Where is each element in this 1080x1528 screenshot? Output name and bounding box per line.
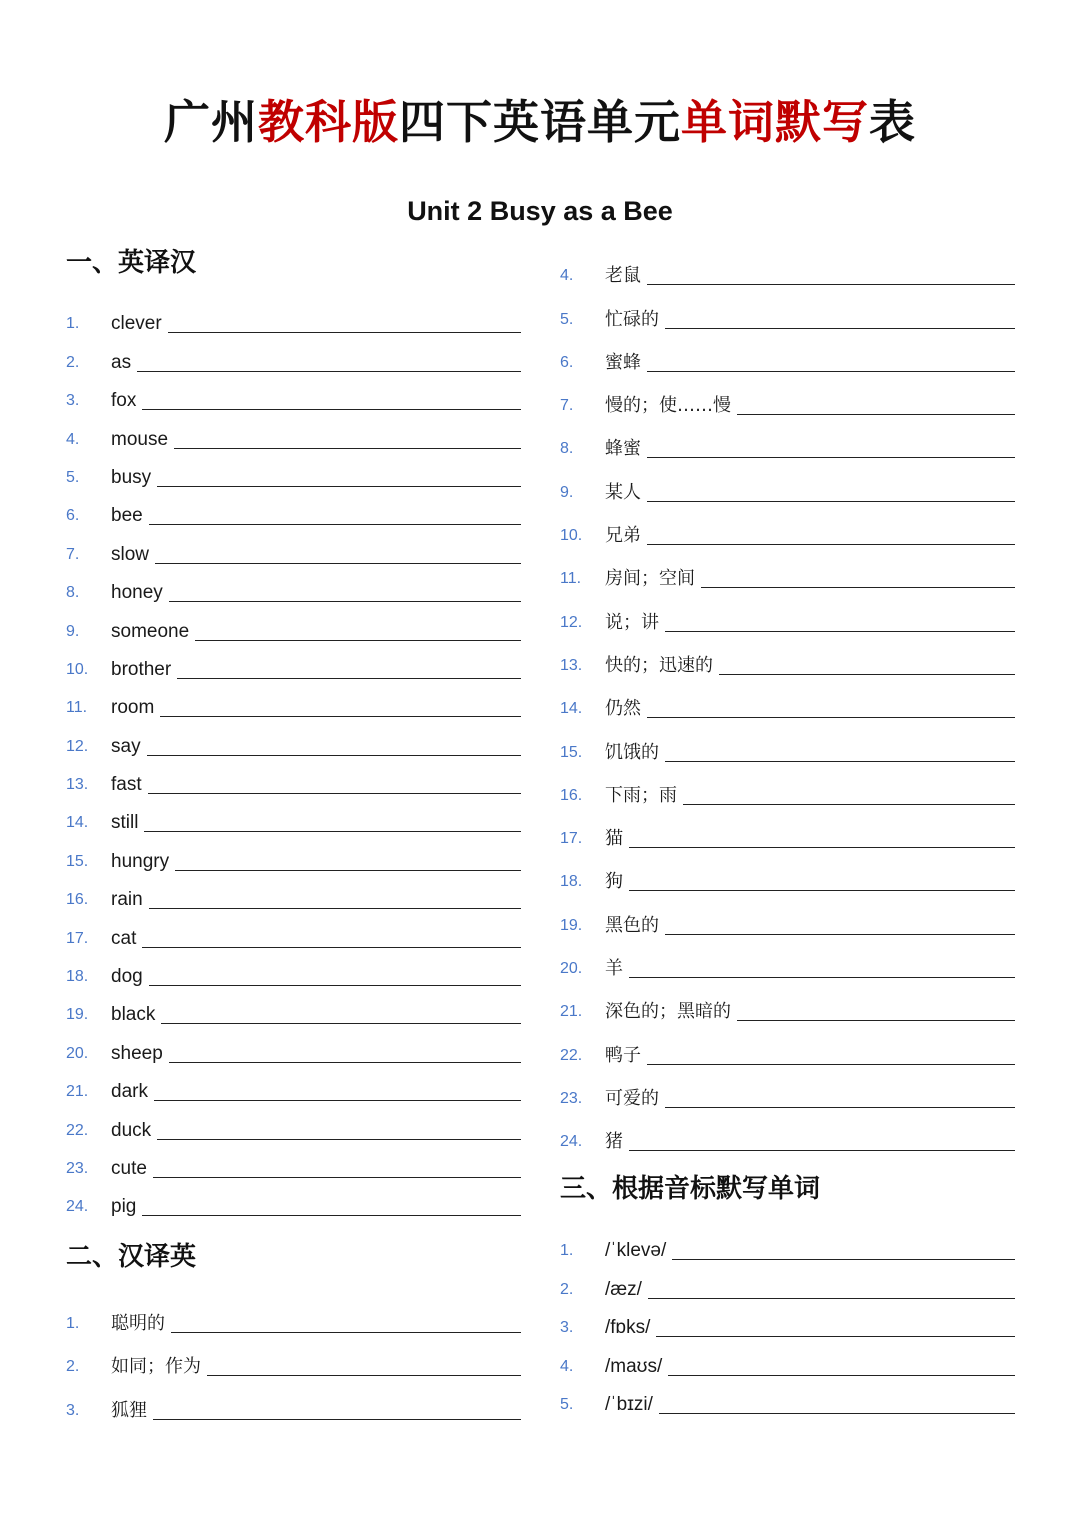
answer-blank[interactable] <box>629 889 1015 891</box>
item-number: 20. <box>66 1044 89 1062</box>
item-word: 饥饿的 <box>605 741 659 763</box>
item-word: someone <box>111 620 190 642</box>
list-item <box>560 808 1015 851</box>
item-word: as <box>111 351 132 373</box>
list-item <box>66 336 521 374</box>
list-item <box>560 1024 1015 1067</box>
item-number: 2. <box>560 1280 574 1298</box>
answer-blank[interactable] <box>174 447 521 449</box>
answer-blank[interactable] <box>161 1022 521 1024</box>
item-word: cat <box>111 927 137 949</box>
list-item <box>560 678 1015 721</box>
item-number: 21. <box>560 1003 583 1021</box>
item-number: 5. <box>560 310 574 328</box>
item-word: honey <box>111 582 163 604</box>
list-item <box>560 505 1015 548</box>
answer-blank[interactable] <box>647 716 1015 718</box>
list-item <box>560 938 1015 981</box>
answer-blank[interactable] <box>659 1412 1015 1414</box>
answer-blank[interactable] <box>701 586 1015 588</box>
item-word: 如同；作为 <box>111 1356 201 1378</box>
item-number: 12. <box>66 737 89 755</box>
item-word: hungry <box>111 850 170 872</box>
answer-blank[interactable] <box>142 408 521 410</box>
item-number: 4. <box>66 430 80 448</box>
cn-to-en-list <box>66 1293 521 1423</box>
list-item <box>560 981 1015 1024</box>
list-item <box>66 1181 521 1219</box>
item-number: 7. <box>560 397 574 415</box>
item-word: dark <box>111 1081 148 1103</box>
list-item <box>560 548 1015 591</box>
answer-blank[interactable] <box>665 630 1015 632</box>
answer-blank[interactable] <box>648 1297 1015 1299</box>
item-number: 15. <box>66 852 89 870</box>
item-word: 房间；空间 <box>605 568 695 590</box>
item-word: duck <box>111 1119 152 1141</box>
answer-blank[interactable] <box>665 327 1015 329</box>
item-word: 快的；迅速的 <box>605 654 713 676</box>
item-word: room <box>111 697 155 719</box>
answer-blank[interactable] <box>149 984 521 986</box>
item-word: 仍然 <box>605 698 641 720</box>
answer-blank[interactable] <box>144 830 521 832</box>
item-word: /ˈbɪzi/ <box>605 1393 653 1415</box>
answer-blank[interactable] <box>149 907 521 909</box>
item-number: 12. <box>560 613 583 631</box>
answer-blank[interactable] <box>629 846 1015 848</box>
item-number: 14. <box>560 700 583 718</box>
answer-blank[interactable] <box>195 639 521 641</box>
item-word: say <box>111 735 141 757</box>
answer-blank[interactable] <box>647 456 1015 458</box>
answer-blank[interactable] <box>169 600 521 602</box>
list-item <box>560 1263 1015 1301</box>
list-item <box>560 635 1015 678</box>
answer-blank[interactable] <box>142 946 521 948</box>
answer-blank[interactable] <box>647 283 1015 285</box>
item-word: black <box>111 1004 156 1026</box>
list-item <box>66 375 521 413</box>
list-item <box>66 1066 521 1104</box>
item-number: 4. <box>560 267 574 285</box>
title-part: 单词默写 <box>681 95 869 149</box>
answer-blank[interactable] <box>647 370 1015 372</box>
item-number: 1. <box>66 1315 80 1333</box>
item-word: mouse <box>111 428 169 450</box>
item-word: 某人 <box>605 481 641 503</box>
item-number: 20. <box>560 960 583 978</box>
item-number: 2. <box>66 353 80 371</box>
list-item <box>66 298 521 336</box>
item-number: 18. <box>66 968 89 986</box>
item-number: 23. <box>66 1159 89 1177</box>
item-word: 鸭子 <box>605 1044 641 1066</box>
answer-blank[interactable] <box>629 976 1015 978</box>
item-number: 10. <box>66 660 89 678</box>
item-number: 14. <box>66 814 89 832</box>
item-number: 24. <box>66 1198 89 1216</box>
answer-blank[interactable] <box>148 792 521 794</box>
list-item <box>560 245 1015 288</box>
item-word: rain <box>111 889 143 911</box>
item-number: 10. <box>560 527 583 545</box>
item-number: 17. <box>560 830 583 848</box>
item-number: 16. <box>560 786 583 804</box>
list-item <box>66 413 521 451</box>
answer-blank[interactable] <box>155 562 521 564</box>
item-word: 说；讲 <box>605 611 659 633</box>
answer-blank[interactable] <box>153 1418 521 1420</box>
list-item <box>560 332 1015 375</box>
cn-to-en-list-continued <box>560 245 1015 1154</box>
list-item <box>66 759 521 797</box>
item-word: bee <box>111 505 143 527</box>
list-item <box>66 644 521 682</box>
item-number: 6. <box>560 353 574 371</box>
item-word: busy <box>111 466 152 488</box>
item-number: 11. <box>66 699 88 717</box>
item-number: 13. <box>66 776 89 794</box>
item-word: 蜂蜜 <box>605 438 641 460</box>
item-word: 猪 <box>605 1131 623 1153</box>
answer-blank[interactable] <box>157 485 521 487</box>
item-word: 羊 <box>605 958 623 980</box>
answer-blank[interactable] <box>665 933 1015 935</box>
list-item <box>66 452 521 490</box>
list-item <box>560 375 1015 418</box>
item-word: 深色的；黑暗的 <box>605 1001 731 1023</box>
title-part: 广州 <box>164 95 258 149</box>
item-word: slow <box>111 543 150 565</box>
list-item <box>66 720 521 758</box>
answer-blank[interactable] <box>153 1176 521 1178</box>
answer-blank[interactable] <box>683 803 1015 805</box>
answer-blank[interactable] <box>160 715 521 717</box>
answer-blank[interactable] <box>647 543 1015 545</box>
item-word: 可爱的 <box>605 1087 659 1109</box>
item-number: 24. <box>560 1133 583 1151</box>
list-item <box>66 1027 521 1065</box>
item-number: 5. <box>560 1395 574 1413</box>
list-item <box>560 288 1015 331</box>
item-number: 16. <box>66 891 89 909</box>
answer-blank[interactable] <box>177 677 521 679</box>
item-word: 忙碌的 <box>605 308 659 330</box>
list-item <box>560 1302 1015 1340</box>
item-word: 黑色的 <box>605 914 659 936</box>
answer-blank[interactable] <box>665 1106 1015 1108</box>
answer-blank[interactable] <box>665 760 1015 762</box>
item-number: 22. <box>560 1046 583 1064</box>
item-word: cute <box>111 1157 147 1179</box>
list-item <box>560 851 1015 894</box>
item-number: 17. <box>66 929 89 947</box>
answer-blank[interactable] <box>171 1331 521 1333</box>
list-item <box>66 912 521 950</box>
item-word: fox <box>111 390 137 412</box>
item-word: pig <box>111 1196 137 1218</box>
item-word: 慢的；使……慢 <box>605 395 731 417</box>
list-item <box>560 1068 1015 1111</box>
list-item <box>66 1104 521 1142</box>
list-item <box>66 567 521 605</box>
answer-blank[interactable] <box>629 1149 1015 1151</box>
answer-blank[interactable] <box>147 754 521 756</box>
section-heading-phonetics: 三、根据音标默写单词 <box>560 1174 821 1204</box>
list-item <box>560 765 1015 808</box>
list-item <box>560 721 1015 764</box>
item-number: 1. <box>66 315 80 333</box>
answer-blank[interactable] <box>672 1258 1015 1260</box>
item-word: still <box>111 812 139 834</box>
list-item <box>560 418 1015 461</box>
answer-blank[interactable] <box>647 500 1015 502</box>
list-item <box>66 528 521 566</box>
item-number: 9. <box>560 483 574 501</box>
item-number: 3. <box>66 392 80 410</box>
list-item <box>66 951 521 989</box>
item-number: 2. <box>66 1358 80 1376</box>
list-item <box>66 1336 521 1379</box>
item-word: /æz/ <box>605 1278 642 1300</box>
item-word: 狐狸 <box>111 1399 147 1421</box>
list-item <box>560 1111 1015 1154</box>
list-item <box>66 835 521 873</box>
list-item <box>560 1225 1015 1263</box>
item-number: 5. <box>66 468 80 486</box>
item-number: 8. <box>560 440 574 458</box>
item-number: 22. <box>66 1121 89 1139</box>
item-word: brother <box>111 658 172 680</box>
answer-blank[interactable] <box>168 331 521 333</box>
item-word: /maʊs/ <box>605 1355 663 1377</box>
answer-blank[interactable] <box>719 673 1015 675</box>
item-number: 9. <box>66 622 80 640</box>
title-part: 教科版 <box>258 95 399 149</box>
item-number: 11. <box>560 570 582 588</box>
answer-blank[interactable] <box>656 1335 1015 1337</box>
list-item <box>560 1340 1015 1378</box>
item-number: 21. <box>66 1083 89 1101</box>
list-item <box>66 605 521 643</box>
item-word: 下雨；雨 <box>605 784 677 806</box>
answer-blank[interactable] <box>154 1099 521 1101</box>
answer-blank[interactable] <box>207 1374 521 1376</box>
list-item <box>66 874 521 912</box>
list-item <box>66 989 521 1027</box>
list-item <box>560 1379 1015 1417</box>
answer-blank[interactable] <box>647 1063 1015 1065</box>
list-item <box>66 1293 521 1336</box>
item-number: 19. <box>66 1006 89 1024</box>
item-word: 蜜蜂 <box>605 351 641 373</box>
en-to-cn-list <box>66 298 521 1219</box>
section-heading-en-to-cn: 一、英译汉 <box>66 248 197 278</box>
answer-blank[interactable] <box>668 1374 1015 1376</box>
phonetics-list <box>560 1225 1015 1417</box>
page-title <box>0 92 1080 152</box>
item-number: 8. <box>66 584 80 602</box>
title-part: 表 <box>869 95 916 149</box>
list-item <box>66 797 521 835</box>
list-item <box>560 461 1015 504</box>
section-heading-cn-to-en: 二、汉译英 <box>66 1242 197 1272</box>
item-number: 4. <box>560 1357 574 1375</box>
title-part: 四下英语单元 <box>399 95 681 149</box>
answer-blank[interactable] <box>149 523 521 525</box>
item-number: 3. <box>66 1401 80 1419</box>
list-item <box>66 682 521 720</box>
item-word: 老鼠 <box>605 265 641 287</box>
answer-blank[interactable] <box>737 413 1015 415</box>
item-number: 13. <box>560 656 583 674</box>
item-number: 23. <box>560 1089 583 1107</box>
item-number: 1. <box>560 1242 574 1260</box>
answer-blank[interactable] <box>157 1138 521 1140</box>
item-number: 18. <box>560 873 583 891</box>
item-word: clever <box>111 313 162 335</box>
answer-blank[interactable] <box>142 1214 521 1216</box>
item-word: /ˈklevə/ <box>605 1240 667 1262</box>
item-number: 6. <box>66 507 80 525</box>
item-word: fast <box>111 774 142 796</box>
list-item <box>560 591 1015 634</box>
unit-title: Unit 2 Busy as a Bee <box>407 196 673 226</box>
item-word: 狗 <box>605 871 623 893</box>
list-item <box>66 1143 521 1181</box>
item-number: 19. <box>560 916 583 934</box>
answer-blank[interactable] <box>737 1019 1015 1021</box>
list-item <box>66 490 521 528</box>
item-word: dog <box>111 966 143 988</box>
item-number: 3. <box>560 1319 574 1337</box>
item-word: 兄弟 <box>605 525 641 547</box>
list-item <box>560 894 1015 937</box>
list-item <box>66 1379 521 1422</box>
answer-blank[interactable] <box>169 1061 521 1063</box>
item-word: sheep <box>111 1042 163 1064</box>
item-word: 猫 <box>605 828 623 850</box>
item-number: 15. <box>560 743 583 761</box>
item-word: 聪明的 <box>111 1313 165 1335</box>
item-number: 7. <box>66 545 80 563</box>
answer-blank[interactable] <box>137 370 521 372</box>
item-word: /fɒks/ <box>605 1317 651 1339</box>
answer-blank[interactable] <box>175 869 521 871</box>
